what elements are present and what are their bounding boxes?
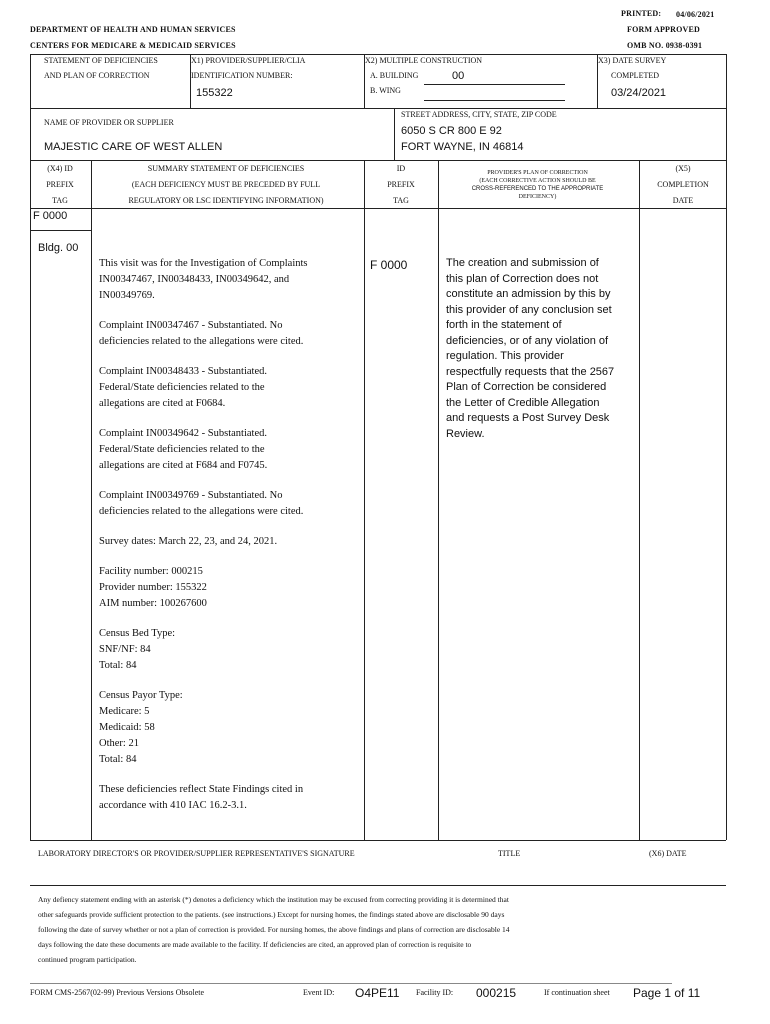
address-line1: 6050 S CR 800 E 92 bbox=[401, 125, 502, 137]
provider-name: MAJESTIC CARE OF WEST ALLEN bbox=[44, 141, 223, 153]
event-id-label: Event ID: bbox=[303, 988, 335, 997]
right-prefix-tag: F 0000 bbox=[370, 258, 408, 272]
summary-paragraph: Survey dates: March 22, 23, and 24, 2021. bbox=[99, 536, 278, 547]
building-value: 00 bbox=[452, 70, 465, 82]
x2-label: X2) MULTIPLE CONSTRUCTION bbox=[365, 56, 483, 65]
plan-header-4: DEFICIENCY) bbox=[518, 194, 557, 200]
summary-paragraph: These deficiencies reflect State Findings cited in accordance with 410 IAC 16.2-3.1. bbox=[99, 784, 304, 811]
x1-label-line1: X1) PROVIDER/SUPPLIER/CLIA bbox=[191, 56, 306, 65]
summary-paragraph: Census Bed Type: SNF/NF: 84 Total: 84 bbox=[99, 628, 176, 671]
x3-label-line1: X3) DATE SURVEY bbox=[598, 56, 667, 65]
plan-header-1: PROVIDER'S PLAN OF CORRECTION bbox=[487, 170, 588, 176]
address-line2: FORT WAYNE, IN 46814 bbox=[401, 141, 524, 153]
facility-id-value: 000215 bbox=[476, 986, 517, 1000]
footnote-line: other safeguards provide sufficient protection to the patients. (see instructions.) Except for nursing homes, the findings stated above are disclosable 90 days bbox=[38, 910, 505, 919]
x3-label-line2: COMPLETED bbox=[611, 71, 659, 80]
provider-name-label: NAME OF PROVIDER OR SUPPLIER bbox=[44, 118, 174, 127]
plan-header-2: (EACH CORRECTIVE ACTION SHOULD BE bbox=[479, 178, 596, 184]
printed-label: PRINTED: bbox=[621, 9, 662, 18]
x4-header-1: (X4) ID bbox=[47, 164, 73, 173]
footnote-line: days following the date these documents are made available to the facility. If deficiencies are cited, an approved plan of correction is requisite to bbox=[38, 940, 472, 949]
building-tag: Bldg. 00 bbox=[38, 242, 79, 254]
x4-header-3: TAG bbox=[52, 196, 68, 205]
summary-paragraph: Census Payor Type: Medicare: 5 Medicaid: 58 Other: 21 Total: 84 bbox=[99, 690, 183, 765]
signature-label: LABORATORY DIRECTOR'S OR PROVIDER/SUPPLIER REPRESENTATIVE'S SIGNATURE bbox=[38, 849, 355, 858]
facility-id-label: Facility ID: bbox=[416, 988, 454, 997]
summary-paragraph: Facility number: 000215 Provider number: 155322 AIM number: 100267600 bbox=[99, 566, 207, 609]
centers-name: CENTERS FOR MEDICARE & MEDICAID SERVICES bbox=[30, 41, 236, 50]
deficiency-summary bbox=[99, 256, 361, 828]
summary-paragraph: Complaint IN00349642 - Substantiated. Federal/State deficiencies related to the allegations are cited at F684 and F0745. bbox=[99, 428, 268, 471]
survey-completed-date: 03/24/2021 bbox=[611, 87, 667, 99]
footnote-line: Any defiency statement ending with an asterisk (*) denotes a deficiency which the institution may be excused from correcting providing it is determined that bbox=[38, 895, 509, 904]
disclaimer-footnote bbox=[38, 892, 698, 967]
x1-label-line2: IDENTIFICATION NUMBER: bbox=[191, 71, 293, 80]
summary-paragraph: Complaint IN00348433 - Substantiated. Federal/State deficiencies related to the allegations are cited at F0684. bbox=[99, 366, 267, 409]
footnote-line: continued program participation. bbox=[38, 955, 137, 964]
printed-date: 04/06/2021 bbox=[676, 10, 715, 19]
address-label: STREET ADDRESS, CITY, STATE, ZIP CODE bbox=[401, 110, 557, 119]
statement-label-line2: AND PLAN OF CORRECTION bbox=[44, 71, 150, 80]
page-number: Page 1 of 11 bbox=[633, 986, 701, 1000]
provider-id-value: 155322 bbox=[196, 87, 233, 99]
summary-paragraph: Complaint IN00349769 - Substantiated. No deficiencies related to the allegations were cited. bbox=[99, 490, 304, 517]
form-number: FORM CMS-2567(02-99) Previous Versions Obsolete bbox=[30, 988, 205, 997]
summary-header-3: REGULATORY OR LSC IDENTIFYING INFORMATION) bbox=[128, 196, 324, 205]
plan-of-correction-text: The creation and submission of this plan of Correction does not constitute an admission by this by this provider of any conclusion set forth in the statement of deficiencies, or of any violation of regulation. This provider respectfully requests that the 2567 Plan of Correction be considered the Letter of Credible Allegation and requests a Post Survey Desk Review. bbox=[446, 257, 615, 440]
id-header-1: ID bbox=[396, 164, 406, 173]
form-approved: FORM APPROVED bbox=[627, 25, 701, 34]
plan-header-3: CROSS-REFERENCED TO THE APPROPRIATE bbox=[471, 186, 604, 192]
summary-paragraph: Complaint IN00347467 - Substantiated. No deficiencies related to the allegations were cited. bbox=[99, 320, 304, 347]
x6-date-label: (X6) DATE bbox=[649, 849, 687, 858]
department-name: DEPARTMENT OF HEALTH AND HUMAN SERVICES bbox=[30, 25, 236, 34]
id-header-2: PREFIX bbox=[387, 180, 415, 189]
title-label: TITLE bbox=[498, 849, 521, 858]
omb-number: OMB NO. 0938-0391 bbox=[627, 41, 703, 50]
wing-label: B. WING bbox=[370, 86, 401, 95]
x5-header-1: (X5) bbox=[675, 164, 691, 173]
building-label: A. BUILDING bbox=[370, 71, 419, 80]
left-prefix-tag: F 0000 bbox=[33, 210, 68, 222]
x5-header-2: COMPLETION bbox=[657, 180, 709, 189]
summary-paragraph: This visit was for the Investigation of Complaints IN00347467, IN00348433, IN00349642, and IN00349769. bbox=[99, 258, 308, 301]
footnote-line: following the date of survey whether or not a plan of correction is provided. For nursing homes, the above findings and plans of correction are disclosable 14 bbox=[38, 925, 510, 934]
event-id-value: O4PE11 bbox=[355, 986, 400, 1000]
id-header-3: TAG bbox=[393, 196, 409, 205]
x4-header-2: PREFIX bbox=[46, 180, 74, 189]
summary-header-2: (EACH DEFICIENCY MUST BE PRECEDED BY FULL bbox=[131, 180, 321, 189]
statement-label-line1: STATEMENT OF DEFICIENCIES bbox=[44, 56, 158, 65]
summary-header-1: SUMMARY STATEMENT OF DEFICIENCIES bbox=[147, 164, 305, 173]
x5-header-3: DATE bbox=[672, 196, 694, 205]
continuation-label: If continuation sheet bbox=[544, 988, 610, 997]
